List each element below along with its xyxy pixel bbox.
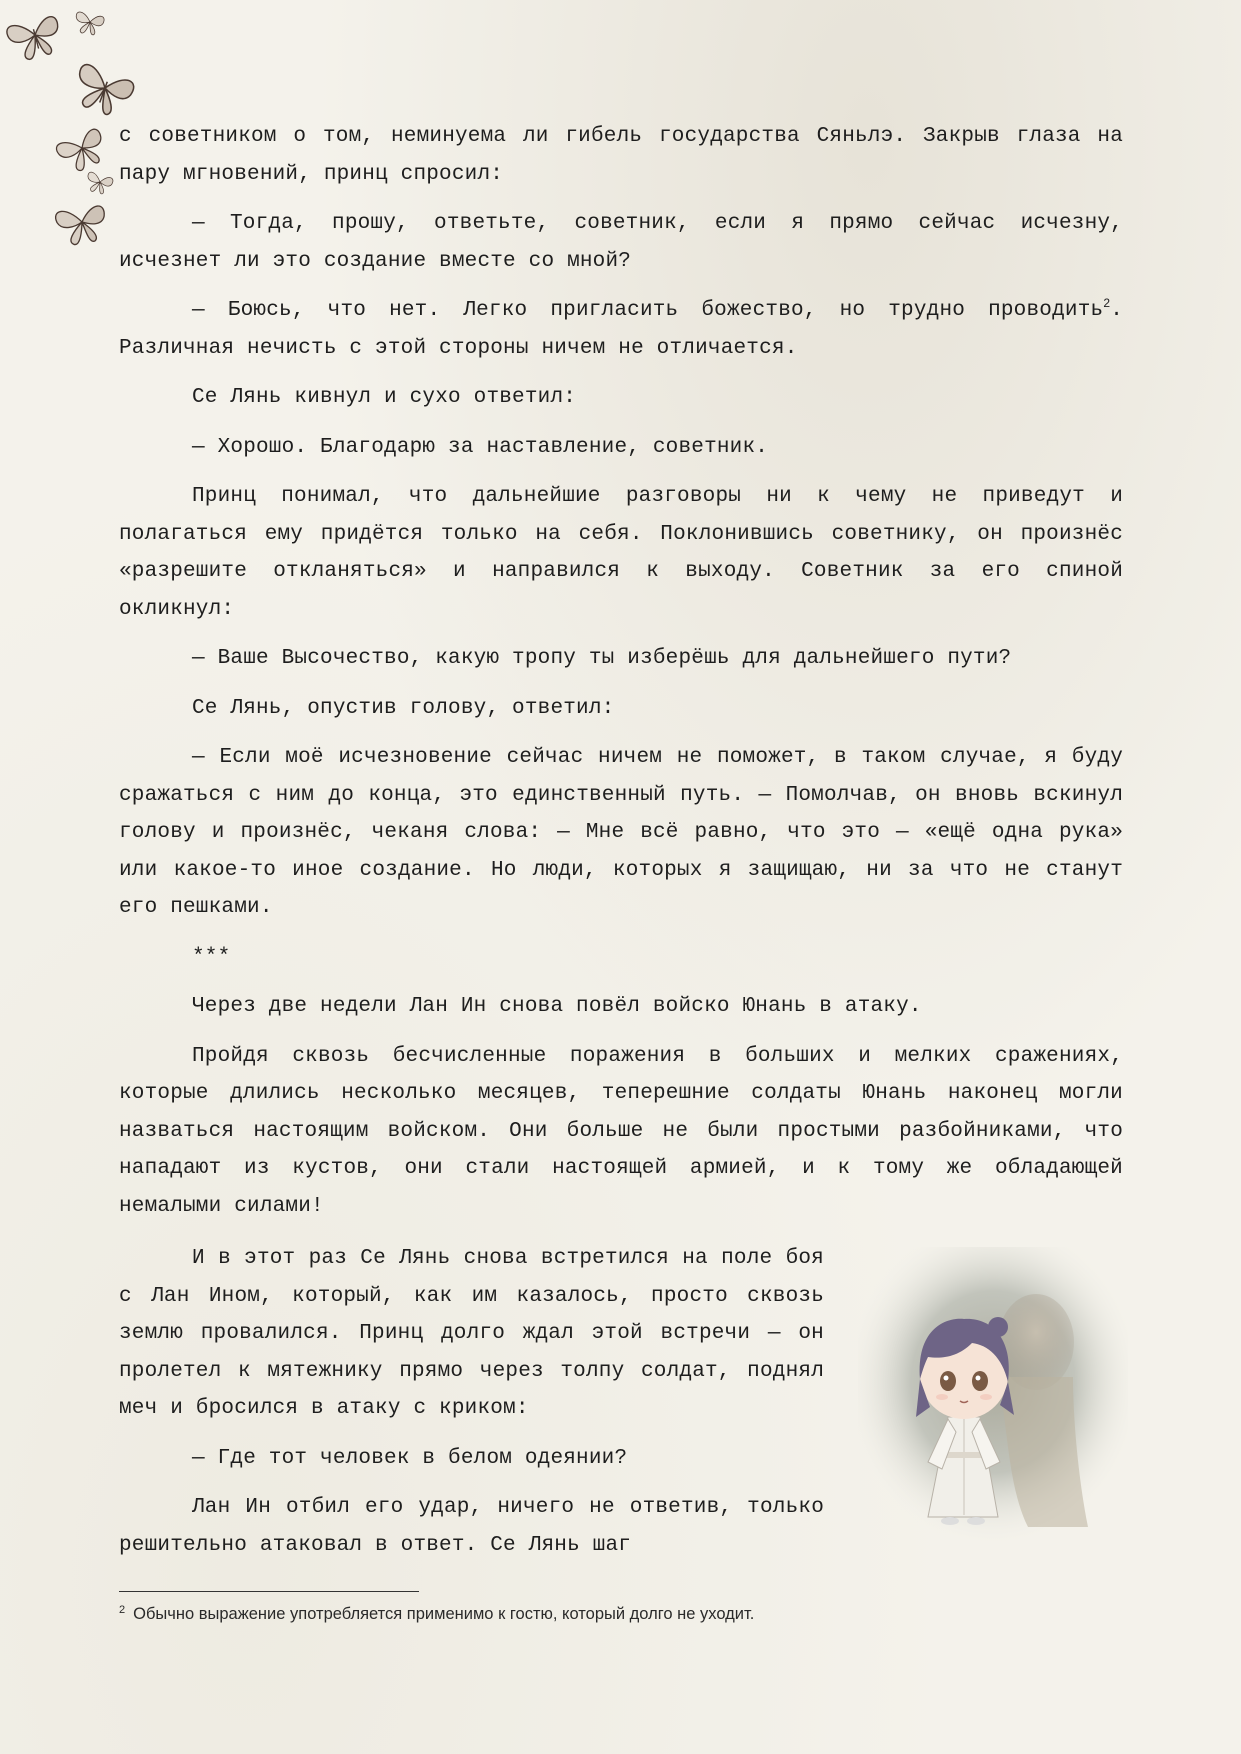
paragraph: с советником о том, неминуема ли гибель государства Сяньлэ. Закрыв глаза на пару мгновений, принц спросил: bbox=[119, 125, 1123, 186]
scene-break: *** bbox=[192, 945, 231, 969]
paragraph: — Боюсь, что нет. Легко пригласить божество, но трудно проводить$^2$. Различная нечисть с этой стороны ничем не отличается. bbox=[119, 296, 1123, 360]
paragraph: — Если моё исчезновение сейчас ничем не поможет, в таком случае, я буду сражаться с ним до конца, это единственный путь. — Помолчав, он вновь вскинул голову и произнёс, чеканя слова: — Мне всё равно, что это — «ещё одна рука» или какое-то иное создание. Но люди, которых я защищаю, ни за что не станут его пешками. bbox=[119, 746, 1123, 919]
paragraph: — Хорошо. Благодарю за наставление, советник. bbox=[192, 435, 769, 459]
paragraph: Пройдя сквозь бесчисленные поражения в больших и мелких сражениях, которые длились несколько месяцев, теперешние солдаты Юнань наконец могли назваться настоящим войском. Они больше не были простыми разбойниками, что нападают из кустов, они стали настоящей армией, и к тому же обладающей немалыми силами! bbox=[119, 1044, 1123, 1218]
main-text bbox=[119, 118, 1123, 1225]
side-text bbox=[119, 1240, 824, 1564]
paragraph: — Тогда, прошу, ответьте, советник, если я прямо сейчас исчезну, исчезнет ли это создание вместе со мной? bbox=[119, 212, 1123, 273]
footnote-number: 2 bbox=[119, 1603, 126, 1616]
paragraph: Принц понимал, что дальнейшие разговоры ни к чему не приведут и полагаться ему придётся только на себя. Поклонившись советнику, он произнёс «разрешите откланяться» и направился к выходу. Советник за его спиной окликнул: bbox=[119, 485, 1123, 621]
footnote-ref: 2 bbox=[1103, 296, 1111, 310]
chibi-prince-with-ghost-illustration bbox=[858, 1247, 1128, 1547]
paragraph: Се Лянь, опустив голову, ответил: bbox=[192, 696, 615, 720]
footnote-text: Обычно выражение употребляется применимо к гостю, который долго не уходит. bbox=[133, 1605, 755, 1623]
paragraph: Лан Ин отбил его удар, ничего не ответив, только решительно атаковал в ответ. Се Лянь шаг bbox=[119, 1496, 824, 1557]
paragraph: — Где тот человек в белом одеянии? bbox=[192, 1446, 628, 1470]
paragraph: Се Лянь кивнул и сухо ответил: bbox=[192, 386, 577, 409]
paragraph: И в этот раз Се Лянь снова встретился на поле боя с Лан Ином, который, как им казалось, просто сквозь землю провалился. Принц долго ждал этой встречи — он пролетел к мятежнику прямо через толпу солдат, поднял меч и бросился в атаку с криком: bbox=[119, 1247, 824, 1420]
paragraph: — Ваше Высочество, какую тропу ты изберёшь для дальнейшего пути? bbox=[192, 647, 1012, 670]
paragraph: Через две недели Лан Ин снова повёл войско Юнань в атаку. bbox=[192, 995, 922, 1018]
footnote-divider bbox=[119, 1591, 419, 1592]
footnote bbox=[119, 1605, 1119, 1624]
